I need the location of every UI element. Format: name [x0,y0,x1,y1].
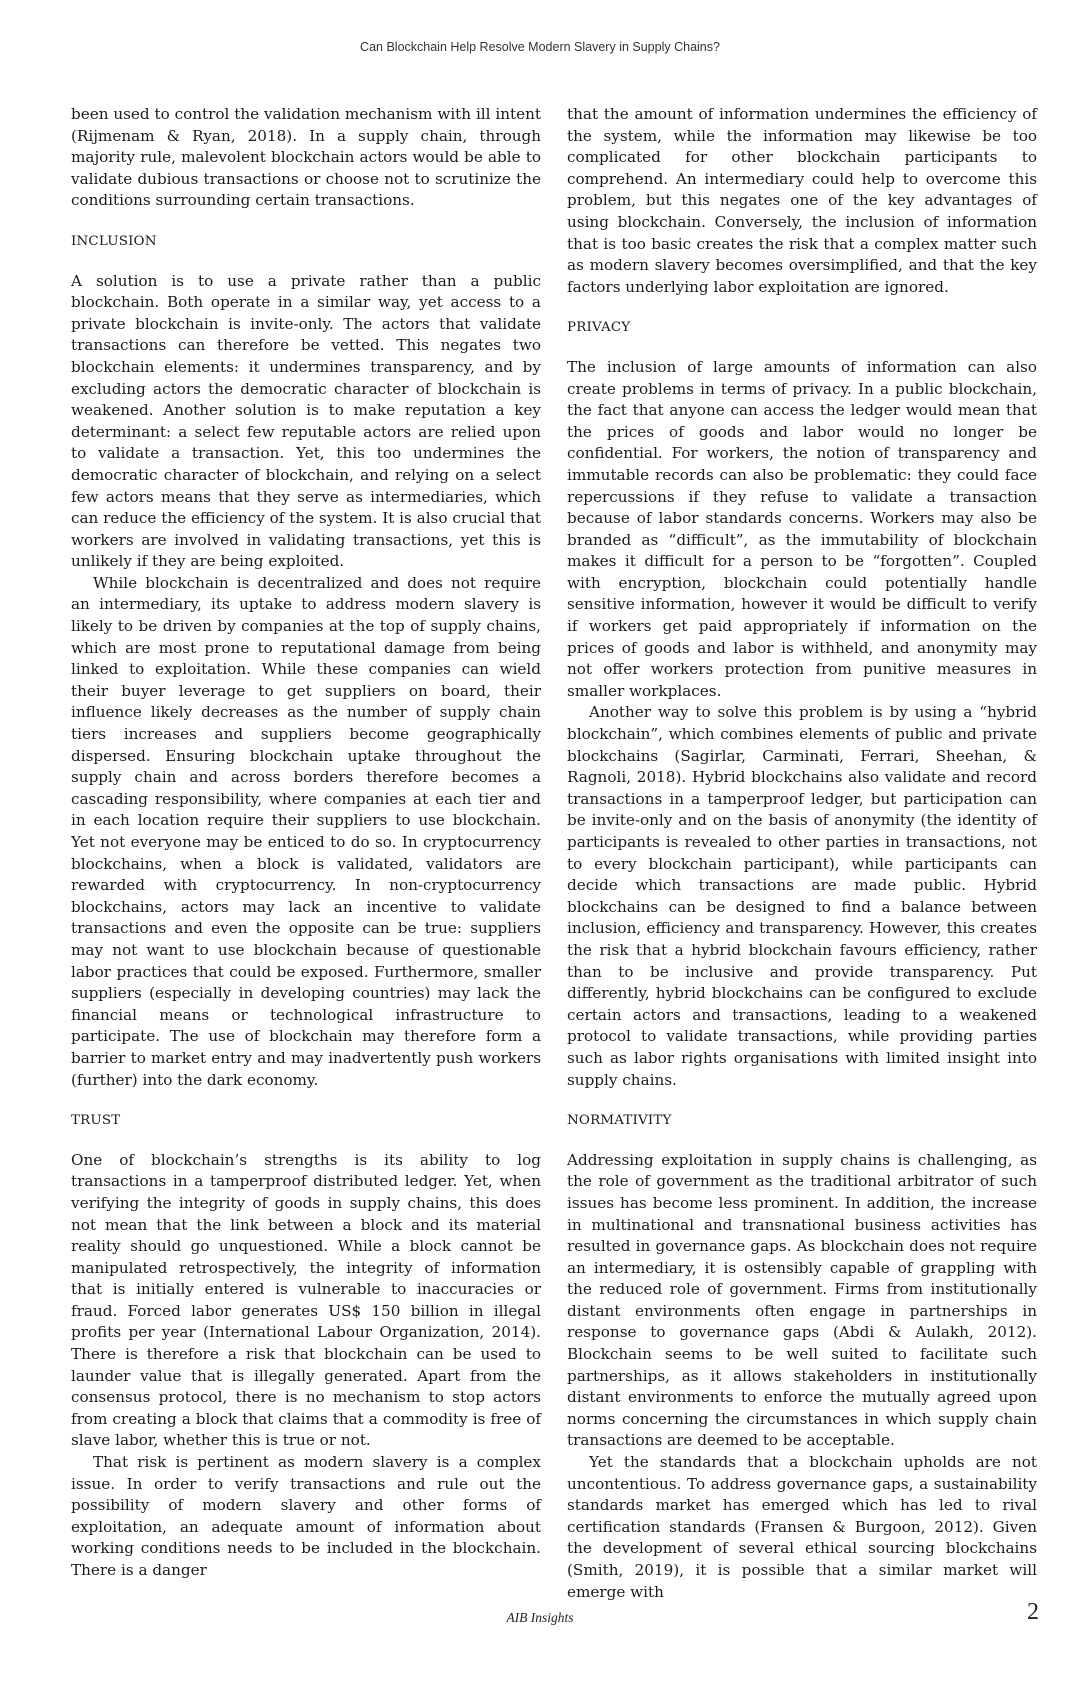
left-column [71,104,541,1582]
paragraph: that the amount of information undermines the efficiency of the system, while the information may likewise be too complicated for other blockchain participants to comprehend. An intermediary could help to overcome this problem, but this negates one of the key advantages of using blockchain. Conversely, the inclusion of information that is too basic creates the risk that a complex matter such as modern slavery becomes oversimplified, and that the key factors underlying labor exploitation are ignored. [567,105,1037,296]
paragraph: Yet the standards that a blockchain upholds are not uncontentious. To address governance gaps, a sustainability standards market has emerged which has led to rival certification standards (Fransen & Burgoon, 2012). Given the development of several ethical sourcing blockchains (Smith, 2019), it is possible that a similar market will emerge with [567,1453,1037,1601]
section-heading-trust: TRUST [71,1113,121,1129]
paragraph: Addressing exploitation in supply chains is challenging, as the role of government as the traditional arbitrator of such issues has become less prominent. In addition, the increase in multinational and transnational business activities has resulted in governance gaps. As blockchain does not require an intermediary, it is ostensibly capable of grappling with the reduced role of government. Firms from institutionally distant environments often engage in partnerships in response to governance gaps (Abdi & Aulakh, 2012). Blockchain seems to be well suited to facilitate such partnerships, as it allows stakeholders in institutionally distant environments to enforce the mutually agreed upon norms concerning the circumstances in which supply chain transactions are deemed to be acceptable. [567,1150,1037,1450]
journal-name: AIB Insights [506,1610,574,1625]
paragraph: Another way to solve this problem is by using a “hybrid blockchain”, which combines elements of public and private blockchains (Sagirlar, Carminati, Ferrari, Sheehan, & Ragnoli, 2018). Hybrid blockchains also validate and record transactions in a tamperproof ledger, but participation can be invite-only and on the basis of anonymity (the identity of participants is revealed to other parties in transactions, not to every blockchain participant), while participants can decide which transactions are made public. Hybrid blockchains can be designed to find a balance between inclusion, efficiency and transparency. However, this creates the risk that a hybrid blockchain favours efficiency, rather than to be inclusive and provide transparency. Put differently, hybrid blockchains can be configured to exclude certain actors and transactions, leading to a weakened protocol to validate transactions, while providing parties such as labor rights organisations with limited insight into supply chains. [567,703,1037,1089]
page-number: 2 [1027,1599,1039,1625]
right-column [567,104,1037,1603]
paragraph: The inclusion of large amounts of information can also create problems in terms of privacy. In a public blockchain, the fact that anyone can access the ledger would mean that the prices of goods and labor would no longer be confidential. For workers, the notion of transparency and immutable records can also be problematic: they could face repercussions if they refuse to validate a transaction because of labor standards concerns. Workers may also be branded as “difficult”, as the immutability of blockchain makes it difficult for a person to be “forgotten”. Coupled with encryption, blockchain could potentially handle sensitive information, however it would be difficult to verify if workers get paid appropriately if information on the prices of goods and labor is withheld, and anonymity may not offer workers protection from punitive measures in smaller workplaces. [567,357,1037,700]
section-heading-privacy: PRIVACY [567,320,631,336]
section-heading-inclusion: INCLUSION [71,233,157,249]
running-title: Can Blockchain Help Resolve Modern Slavery in Supply Chains? [360,40,720,54]
section-heading-normativity: NORMATIVITY [567,1113,672,1129]
paragraph: That risk is pertinent as modern slavery is a complex issue. In order to verify transactions and rule out the possibility of modern slavery and other forms of exploitation, an adequate amount of information about working conditions needs to be included in the blockchain. There is a danger [71,1453,541,1579]
paragraph: One of blockchain’s strengths is its ability to log transactions in a tamperproof distributed ledger. Yet, when verifying the integrity of goods in supply chains, this does not mean that the link between a block and its material reality should go unquestioned. While a block cannot be manipulated retrospectively, the integrity of information that is initially entered is vulnerable to inaccuracies or fraud. Forced labor generates US$ 150 billion in illegal profits per year (International Labour Organization, 2014). There is therefore a risk that blockchain can be used to launder value that is illegally generated. Apart from the consensus protocol, there is no mechanism to stop actors from creating a block that claims that a commodity is free of slave labor, whether this is true or not. [71,1150,541,1450]
paragraph: been used to control the validation mechanism with ill intent (Rijmenam & Ryan, 2018). In a supply chain, through majority rule, malevolent blockchain actors would be able to validate dubious transactions or choose not to scrutinize the conditions surrounding certain transactions. [71,105,541,210]
paragraph: A solution is to use a private rather than a public blockchain. Both operate in a similar way, yet access to a private blockchain is invite-only. The actors that validate transactions can therefore be vetted. This negates two blockchain elements: it undermines transparency, and by excluding actors the democratic character of blockchain is weakened. Another solution is to make reputation a key determinant: a select few reputable actors are relied upon to validate a transaction. Yet, this too undermines the democratic character of blockchain, and relying on a select few actors means that they serve as intermediaries, which can reduce the efficiency of the system. It is also crucial that workers are involved in validating transactions, yet this is unlikely if they are being exploited. [71,271,542,571]
paragraph: While blockchain is decentralized and does not require an intermediary, its uptake to address modern slavery is likely to be driven by companies at the top of supply chains, which are most prone to reputational damage from being linked to exploitation. While these companies can wield their buyer leverage to get suppliers on board, their influence likely decreases as the number of supply chain tiers increases and suppliers become geographically dispersed. Ensuring blockchain uptake throughout the supply chain and across borders therefore becomes a cascading responsibility, where companies at each tier and in each location require their suppliers to use blockchain. Yet not everyone may be enticed to do so. In cryptocurrency blockchains, when a block is validated, validators are rewarded with cryptocurrency. In non-cryptocurrency blockchains, actors may lack an incentive to validate transactions and even the opposite can be true: suppliers may not want to use blockchain because of questionable labor practices that could be exposed. Furthermore, smaller suppliers (especially in developing countries) may lack the financial means or technological infrastructure to participate. The use of blockchain may therefore form a barrier to market entry and may inadvertently push workers (further) into the dark economy. [71,573,541,1089]
